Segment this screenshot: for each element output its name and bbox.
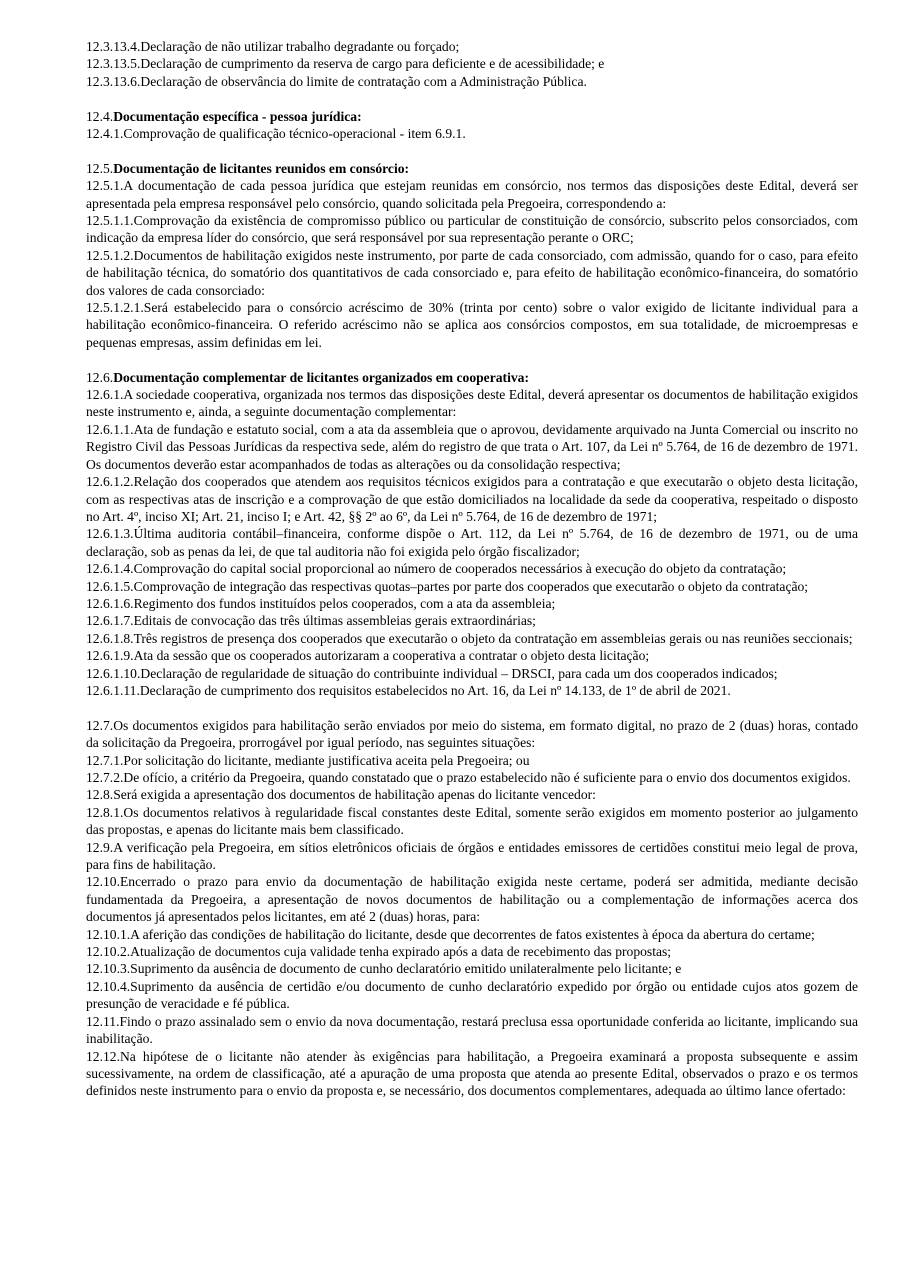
heading-title: Documentação complementar de licitantes organizados em cooperativa: [113, 369, 529, 385]
heading-12-5 [86, 160, 858, 177]
paragraph-12-5-1-2: 12.5.1.2.Documentos de habilitação exigidos neste instrumento, por parte de cada consorciado, com admissão, quando for o caso, para efeito de habilitação técnica, do somatório dos quantitativos de cada consorciado e, para efeito de habilitação econômico-financeira, do somatório dos valores de cada consorciado: [86, 247, 858, 298]
paragraph-12-7-2: 12.7.2.De ofício, a critério da Pregoeira, quando constatado que o prazo estabelecido não é suficiente para o envio dos documentos exigidos. [86, 770, 851, 785]
heading-12-4 [86, 108, 858, 125]
paragraph-12-6-1-1: 12.6.1.1.Ata de fundação e estatuto social, com a ata da assembleia que o aprovou, devidamente arquivado na Junta Comercial ou inscrito no Registro Civil das Pessoas Jurídicas da respectiva sede, além do registro de que trata o Art. 107, da Lei nº 5.764, de 16 de dezembro de 1971. Os documentos deverão estar acompanhados de todas as alterações ou da consolidação respectiva; [86, 421, 858, 472]
paragraph-12-5-1: 12.5.1.A documentação de cada pessoa jurídica que estejam reunidas em consórcio, nos termos das disposições deste Edital, deverá ser apresentada pela empresa responsável pelo consórcio, quando solicitada pela Pregoeira, correspondendo a: [86, 178, 858, 211]
paragraph-12-3-13-4: 12.3.13.4.Declaração de não utilizar trabalho degradante ou forçado; [86, 39, 460, 54]
paragraph-12-6-1-8: 12.6.1.8.Três registros de presença dos cooperados que executarão o objeto da contratação em assembleias gerais ou nas reuniões seccionais; [86, 630, 853, 646]
paragraph-12-5-1-1: 12.5.1.1.Comprovação da existência de compromisso público ou particular de constituição de consórcio, subscrito pelos consorciados, com indicação da empresa líder do consórcio, que será responsável por sua representação perante o ORC; [86, 213, 858, 246]
paragraph-12-6-1-11: 12.6.1.11.Declaração de cumprimento dos requisitos estabelecidos no Art. 16, da Lei nº 14.133, de 1º de abril de 2021. [86, 682, 731, 698]
paragraph-12-5-1-2-1: 12.5.1.2.1.Será estabelecido para o consórcio acréscimo de 30% (trinta por cento) sobre o valor exigido de licitante individual para a habilitação econômico-financeira. O referido acréscimo não se aplica aos consórcios compostos, em sua totalidade, de microempresas e pequenas empresas, assim definidas em lei. [86, 300, 858, 350]
paragraph-12-9: 12.9.A verificação pela Pregoeira, em sítios eletrônicos oficiais de órgãos e entidades emissores de certidões constitui meio legal de prova, para fins de habilitação. [86, 839, 858, 873]
paragraph-12-6-1-10: 12.6.1.10.Declaração de regularidade de situação do contribuinte individual – DRSCI, para cada um dos cooperados indicados; [86, 665, 778, 681]
document-page [86, 38, 858, 1100]
paragraph-12-8-1: 12.8.1.Os documentos relativos à regularidade fiscal constantes deste Edital, somente serão exigidos em momento posterior ao julgamento das propostas, e apenas do licitante mais bem classificado. [86, 804, 858, 838]
paragraph-12-6-1-9: 12.6.1.9.Ata da sessão que os cooperados autorizaram a cooperativa a contratar o objeto desta licitação; [86, 648, 650, 664]
heading-number: 12.5. [86, 160, 114, 176]
paragraph-12-6-1-4: 12.6.1.4.Comprovação do capital social proporcional ao número de cooperados necessários à execução do objeto da contratação; [86, 561, 787, 577]
paragraph-12-7-1: 12.7.1.Por solicitação do licitante, mediante justificativa aceita pela Pregoeira; ou [86, 752, 530, 768]
paragraph-12-6-1-7: 12.6.1.7.Editais de convocação das três últimas assembleias gerais extraordinárias; [86, 613, 536, 629]
paragraph-12-6-1-5: 12.6.1.5.Comprovação de integração das respectivas quotas–partes por parte dos cooperados que executarão o objeto da contratação; [86, 578, 809, 594]
paragraph-12-10-2: 12.10.2.Atualização de documentos cuja validade tenha expirado após a data de recebimento das propostas; [86, 944, 672, 960]
paragraph-12-10-1: 12.10.1.A aferição das condições de habilitação do licitante, desde que decorrentes de fatos existentes à época da abertura do certame; [86, 926, 815, 942]
heading-title: Documentação de licitantes reunidos em consórcio: [113, 160, 410, 176]
paragraph-12-10-4: 12.10.4.Suprimento da ausência de certidão e/ou documento de cunho declaratório expedido por órgão ou entidade cujos atos gozem de presunção de veracidade e fé pública. [86, 978, 858, 1012]
paragraph-12-7: 12.7.Os documentos exigidos para habilitação serão enviados por meio do sistema, em formato digital, no prazo de 2 (duas) horas, contado da solicitação da Pregoeira, prorrogável por igual período, nas seguintes situações: [86, 717, 858, 751]
paragraph-12-6-1-2: 12.6.1.2.Relação dos cooperados que atendem aos requisitos técnicos exigidos para a contratação e que executarão o objeto desta licitação, com as respectivas atas de inscrição e a comprovação de que estão domiciliados na localidade da sede da cooperativa, respeitado o disposto no Art. 4º, inciso XI; Art. 21, inciso I; e Art. 42, §§ 2º ao 6º, da Lei nº 5.764, de 16 de dezembro de 1971; [86, 474, 858, 524]
heading-number: 12.4. [86, 108, 114, 124]
paragraph-12-12: 12.12.Na hipótese de o licitante não atender às exigências para habilitação, a Pregoeira examinará a proposta subsequente e assim sucessivamente, na ordem de classificação, até a apuração de uma proposta que atenda ao presente Edital, observados o prazo e os termos definidos neste instrumento para o envio da proposta e, se necessário, dos documentos complementares, adequada ao último lance ofertado: [86, 1048, 858, 1099]
paragraph-12-11: 12.11.Findo o prazo assinalado sem o envio da nova documentação, restará preclusa essa oportunidade conferida ao licitante, implicando sua inabilitação. [86, 1013, 858, 1047]
heading-title: Documentação específica - pessoa jurídica: [113, 108, 362, 124]
paragraph-12-10-3: 12.10.3.Suprimento da ausência de documento de cunho declaratório emitido unilateralmente pelo licitante; e [86, 961, 682, 977]
paragraph-12-8: 12.8.Será exigida a apresentação dos documentos de habilitação apenas do licitante vencedor: [86, 787, 596, 803]
heading-number: 12.6. [86, 369, 114, 385]
paragraph-12-6-1-3: 12.6.1.3.Última auditoria contábil–financeira, conforme dispõe o Art. 112, da Lei nº 5.764, de 16 de dezembro de 1971, ou de uma declaração, sob as penas da lei, de que tal auditoria não foi exigida pelo órgão fiscalizador; [86, 526, 858, 559]
paragraph-12-6-1: 12.6.1.A sociedade cooperativa, organizada nos termos das disposições deste Edital, deverá apresentar os documentos de habilitação exigidos neste instrumento e, ainda, a seguinte documentação complementar: [86, 387, 858, 420]
paragraph-12-3-13-5: 12.3.13.5.Declaração de cumprimento da reserva de cargo para deficiente e de acessibilidade; e [86, 56, 605, 72]
paragraph-12-6-1-6: 12.6.1.6.Regimento dos fundos instituídos pelos cooperados, com a ata da assembleia; [86, 595, 556, 611]
paragraph-12-4-1: 12.4.1.Comprovação de qualificação técnico-operacional - item 6.9.1. [86, 126, 466, 142]
heading-12-6 [86, 369, 858, 386]
paragraph-12-10: 12.10.Encerrado o prazo para envio da documentação de habilitação exigida neste certame, poderá ser admitida, mediante decisão fundamentada da Pregoeira, a apresentação de novos documentos de habilitação ou a complementação de informações acerca dos documentos já apresentados pelos licitantes, em até 2 (duas) horas, para: [86, 874, 858, 925]
paragraph-12-3-13-6: 12.3.13.6.Declaração de observância do limite de contratação com a Administração Pública. [86, 73, 587, 89]
